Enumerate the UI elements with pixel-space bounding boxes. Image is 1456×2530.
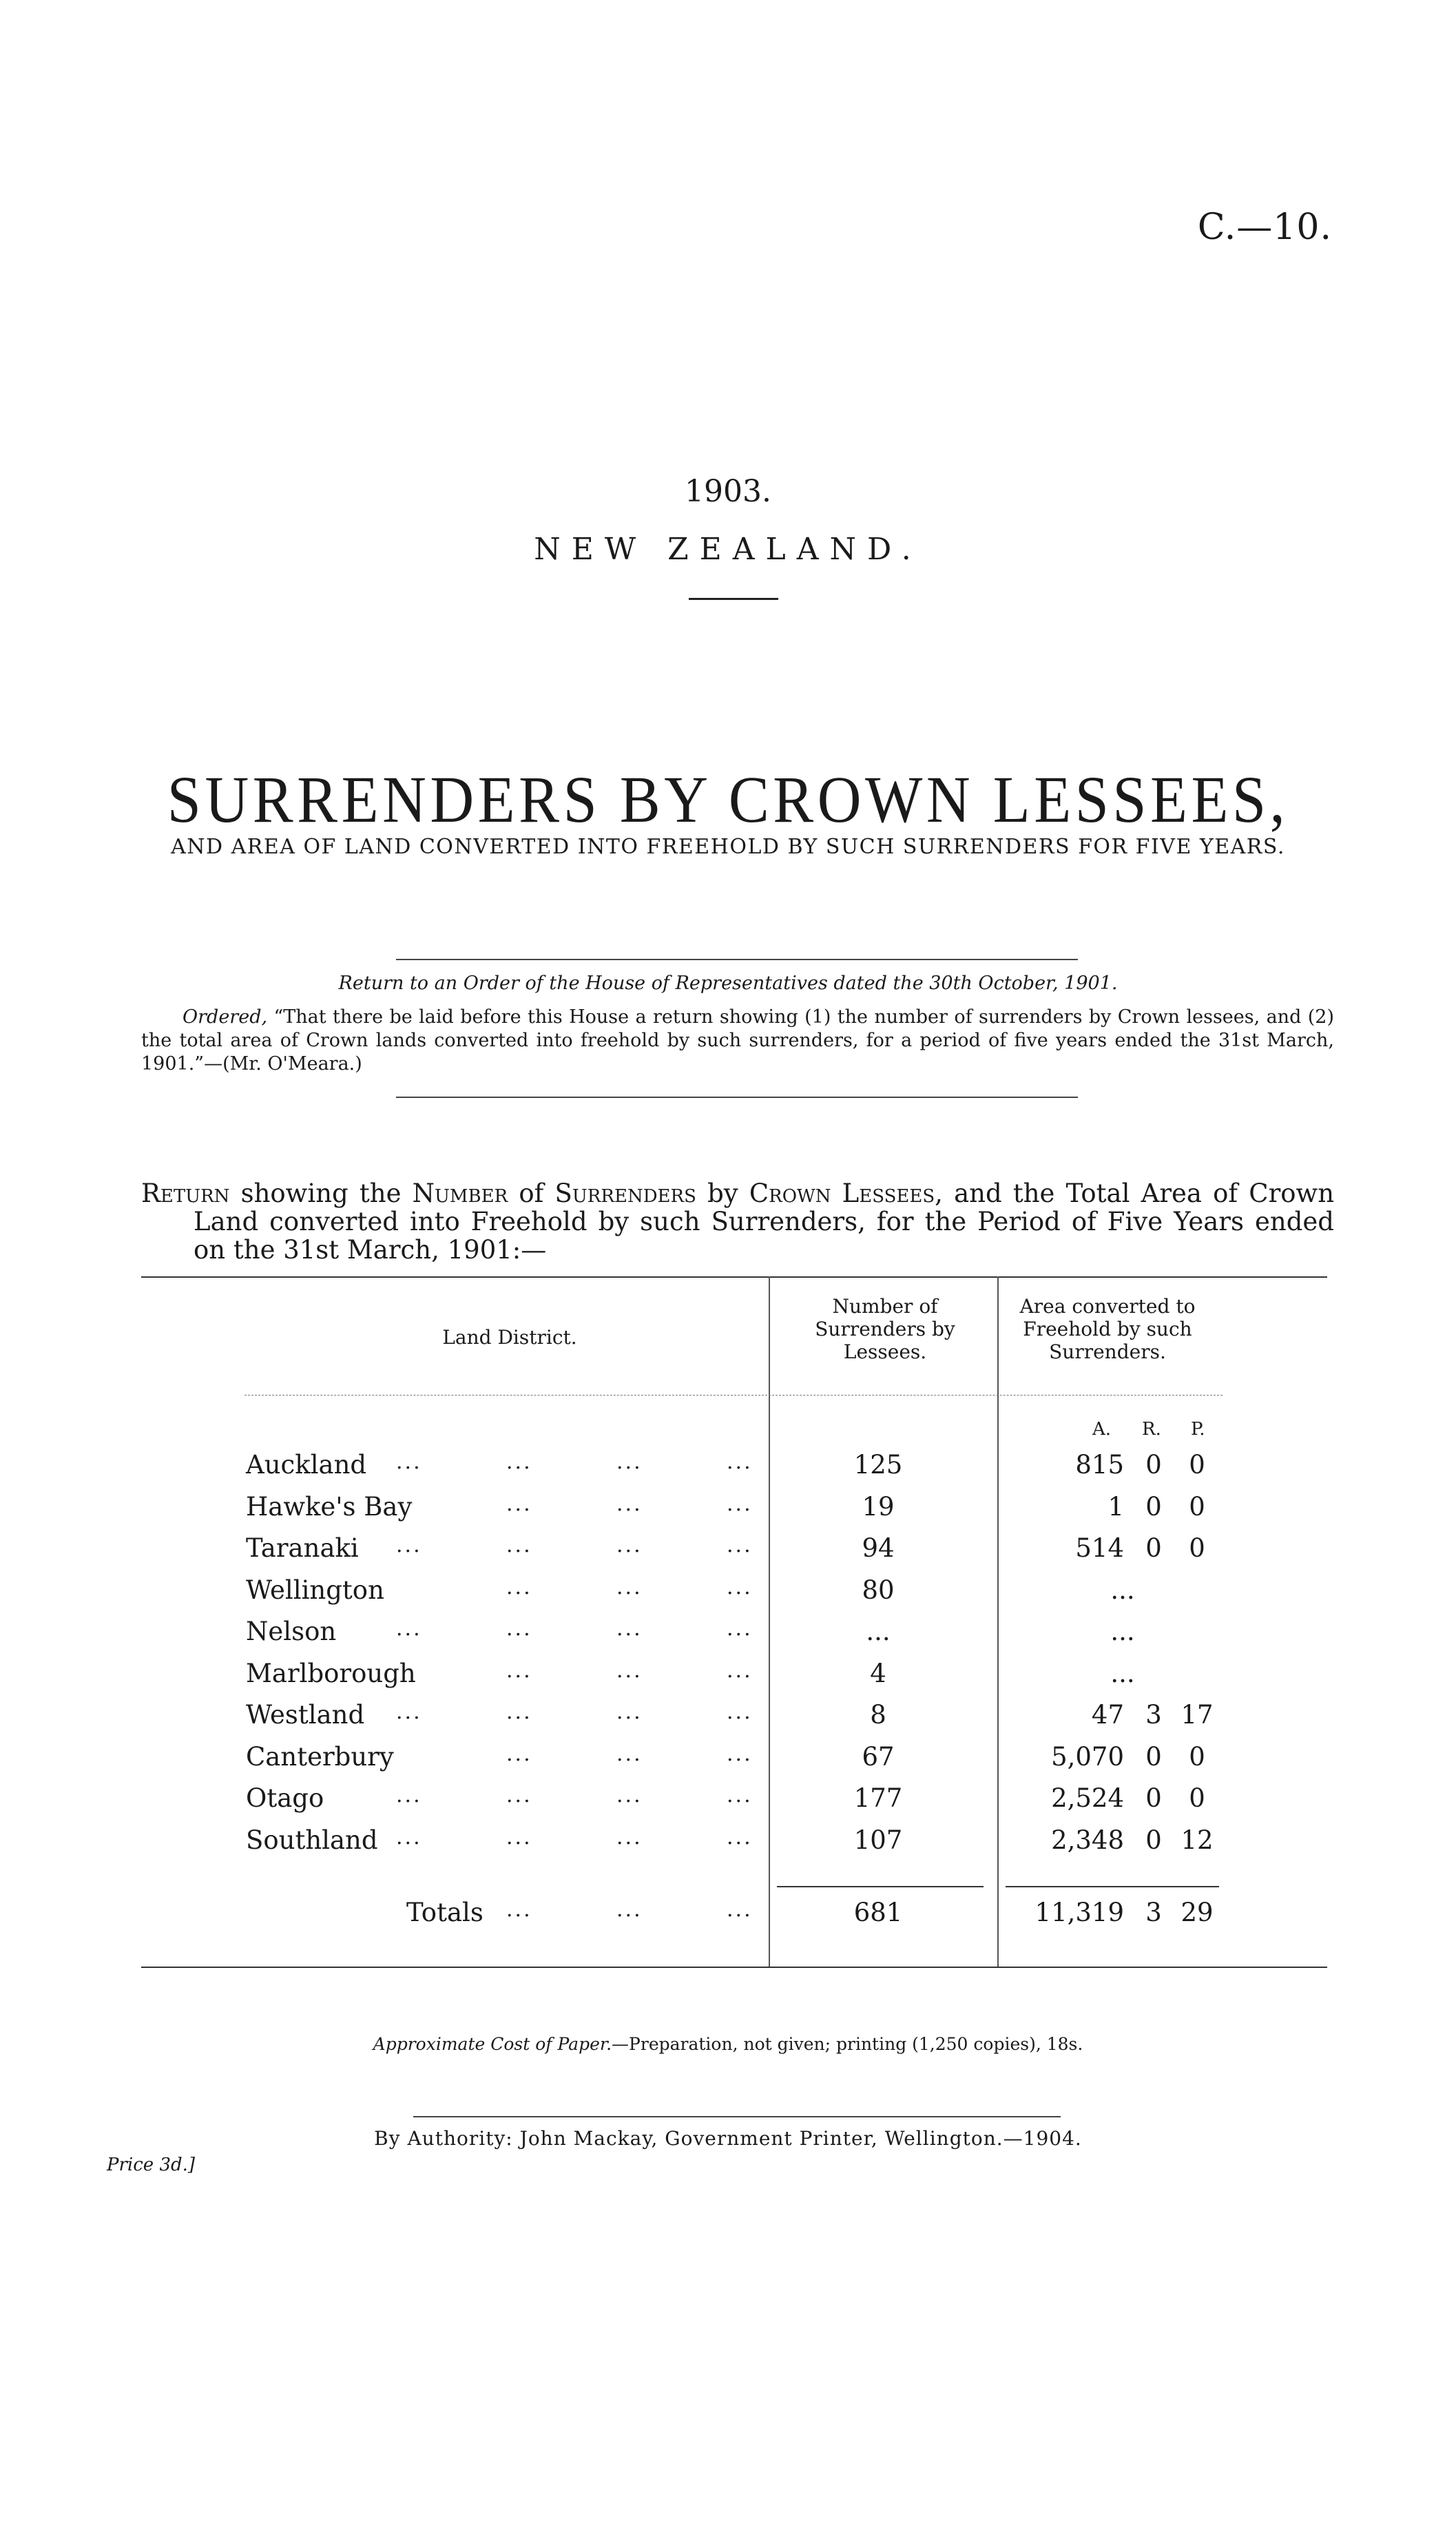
unit-roods: R. — [1142, 1419, 1161, 1440]
page-title: SURRENDERS BY CROWN LESSEES, — [167, 763, 1289, 836]
country: NEW ZEALAND. — [534, 532, 922, 567]
area-roods: 0 — [1145, 1450, 1162, 1480]
leader-dots: ... — [396, 1450, 422, 1474]
table-row — [0, 1825, 1456, 1867]
surrender-count: 94 — [862, 1533, 895, 1563]
surrender-count: 8 — [870, 1700, 886, 1730]
leader-dots: ... — [727, 1783, 753, 1807]
area-perches: 17 — [1181, 1700, 1214, 1730]
totals-acres: 11,319 — [1034, 1898, 1124, 1927]
word-surrenders: Surrenders — [554, 1179, 696, 1208]
leader-dots: ... — [396, 1533, 422, 1557]
table-bottom-rule — [141, 1967, 1327, 1968]
leader-dots: ... — [506, 1450, 532, 1474]
area-acres: 2,348 — [1051, 1825, 1124, 1855]
land-district-name: Westland — [246, 1700, 365, 1730]
area-perches: 0 — [1189, 1450, 1205, 1480]
leader-dots: ... — [506, 1617, 532, 1641]
area-acres: 2,524 — [1051, 1783, 1124, 1813]
leader-dots: ... — [616, 1700, 643, 1724]
leader-dots: ... — [727, 1617, 753, 1641]
surrender-count: 125 — [853, 1450, 903, 1480]
land-district-name: Auckland — [246, 1450, 367, 1480]
divider — [413, 2116, 1061, 2117]
leader-dots: ... — [616, 1575, 643, 1599]
area-perches: 0 — [1189, 1491, 1205, 1522]
area-blank: ... — [1110, 1658, 1135, 1688]
totals-roods: 3 — [1145, 1898, 1162, 1927]
area-acres: 1 — [1107, 1491, 1124, 1522]
area-roods: 0 — [1145, 1533, 1162, 1563]
land-district-name: Southland — [246, 1825, 378, 1855]
divider — [396, 959, 1078, 960]
leader-dots: ... — [506, 1825, 532, 1849]
surrender-count: ... — [866, 1617, 891, 1646]
leader-dots: ... — [616, 1825, 643, 1849]
word-return: Return — [141, 1179, 230, 1208]
leader-dots: ... — [616, 1533, 643, 1557]
totals-rule — [777, 1886, 984, 1887]
area-roods: 3 — [1145, 1700, 1162, 1730]
leader-dots: ... — [727, 1450, 753, 1474]
column-header-number: Number of Surrenders by Lessees. — [815, 1295, 955, 1363]
leader-dots: ... — [727, 1491, 753, 1516]
cost-label: Approximate Cost of Paper. — [373, 2034, 612, 2054]
leader-dots: ... — [616, 1491, 643, 1516]
price: Price 3d.] — [107, 2155, 196, 2175]
ordered-paragraph — [141, 1006, 1334, 1076]
leader-dots: ... — [727, 1898, 753, 1922]
table-row — [0, 1492, 1456, 1533]
leader-dots: ... — [396, 1700, 422, 1724]
totals-label: Totals — [406, 1898, 483, 1927]
area-perches: 12 — [1181, 1825, 1214, 1855]
area-perches: 0 — [1189, 1783, 1205, 1813]
land-district-name: Taranaki — [246, 1533, 359, 1563]
cost-note — [0, 2034, 1456, 2054]
return-heading — [141, 1179, 1334, 1264]
header-rule — [245, 1395, 1223, 1396]
area-roods: 0 — [1145, 1825, 1162, 1855]
area-perches: 0 — [1189, 1533, 1205, 1563]
word-number: Number — [412, 1179, 508, 1208]
leader-dots: ... — [616, 1450, 643, 1474]
return-order-line: Return to an Order of the House of Representatives dated the 30th October, 1901. — [338, 973, 1118, 994]
leader-dots: ... — [616, 1741, 643, 1766]
area-roods: 0 — [1145, 1491, 1162, 1522]
table-row — [0, 1659, 1456, 1700]
land-district-name: Hawke's Bay — [246, 1491, 413, 1522]
page-subtitle: AND AREA OF LAND CONVERTED INTO FREEHOLD BY SUCH SURRENDERS FOR FIVE YEARS. — [171, 835, 1285, 859]
area-blank: ... — [1110, 1575, 1135, 1605]
heading-text: of — [519, 1179, 544, 1208]
area-acres: 47 — [1091, 1700, 1124, 1730]
surrender-count: 67 — [862, 1741, 895, 1772]
heading-text: and the Total Area of Crown Land converted into Freehold by such Surrenders, for the Period of Five Years ended on the 31st March, 1901:— — [194, 1179, 1335, 1265]
ordered-text: “That there be laid before this House a return showing (1) the number of surrenders by Crown lessees, and (2) the total area of Crown lands converted into freehold by such surrenders, for a period of five years ended the 31st March, 1901.”—(Mr. O'Meara.) — [141, 1006, 1334, 1075]
leader-dots: ... — [616, 1658, 643, 1683]
area-blank: ... — [1110, 1617, 1135, 1646]
leader-dots: ... — [396, 1617, 422, 1641]
table-row — [0, 1533, 1456, 1575]
area-roods: 0 — [1145, 1783, 1162, 1813]
heading-text: showing the — [240, 1179, 402, 1208]
area-perches: 0 — [1189, 1741, 1205, 1772]
word-crown-lessees: Crown Lessees, — [749, 1179, 943, 1208]
surrender-count: 4 — [870, 1658, 886, 1688]
leader-dots: ... — [506, 1700, 532, 1724]
divider — [689, 598, 778, 600]
table-row — [0, 1742, 1456, 1783]
year: 1903. — [685, 474, 771, 509]
land-district-name: Otago — [246, 1783, 324, 1813]
table-top-rule — [141, 1276, 1327, 1278]
totals-row — [0, 1898, 1456, 1939]
surrender-count: 177 — [853, 1783, 903, 1813]
totals-number: 681 — [853, 1898, 903, 1927]
table-row — [0, 1700, 1456, 1741]
leader-dots: ... — [506, 1575, 532, 1599]
surrender-count: 19 — [862, 1491, 895, 1522]
land-district-name: Nelson — [246, 1617, 337, 1646]
unit-perches: P. — [1191, 1419, 1205, 1440]
leader-dots: ... — [506, 1491, 532, 1516]
leader-dots: ... — [616, 1898, 643, 1922]
column-header-area: Area converted to Freehold by such Surrenders. — [1019, 1295, 1196, 1363]
leader-dots: ... — [396, 1825, 422, 1849]
printer-line: By Authority: John Mackay, Government Printer, Wellington.—1904. — [374, 2127, 1082, 2150]
totals-rule — [1006, 1886, 1219, 1887]
divider — [396, 1097, 1078, 1098]
table-row — [0, 1617, 1456, 1658]
table-row — [0, 1783, 1456, 1825]
area-acres: 815 — [1075, 1450, 1124, 1480]
leader-dots: ... — [506, 1898, 532, 1922]
ordered-label: Ordered, — [183, 1006, 268, 1028]
area-acres: 514 — [1075, 1533, 1124, 1563]
surrender-count: 80 — [862, 1575, 895, 1605]
column-header-land-district: Land District. — [442, 1326, 577, 1349]
leader-dots: ... — [506, 1533, 532, 1557]
leader-dots: ... — [727, 1658, 753, 1683]
leader-dots: ... — [506, 1741, 532, 1766]
leader-dots: ... — [727, 1741, 753, 1766]
leader-dots: ... — [506, 1783, 532, 1807]
table-row — [0, 1450, 1456, 1491]
heading-text: by — [707, 1179, 738, 1208]
totals-perches: 29 — [1181, 1898, 1214, 1927]
document-number: C.—10. — [1197, 207, 1332, 248]
surrender-count: 107 — [853, 1825, 903, 1855]
cost-text: —Preparation, not given; printing (1,250 copies), 18s. — [612, 2034, 1083, 2054]
area-acres: 5,070 — [1051, 1741, 1124, 1772]
land-district-name: Canterbury — [246, 1741, 394, 1772]
leader-dots: ... — [727, 1700, 753, 1724]
leader-dots: ... — [506, 1658, 532, 1683]
leader-dots: ... — [727, 1575, 753, 1599]
leader-dots: ... — [616, 1617, 643, 1641]
area-roods: 0 — [1145, 1741, 1162, 1772]
unit-acres: A. — [1092, 1419, 1112, 1440]
leader-dots: ... — [396, 1783, 422, 1807]
leader-dots: ... — [727, 1533, 753, 1557]
land-district-name: Wellington — [246, 1575, 384, 1605]
leader-dots: ... — [727, 1825, 753, 1849]
leader-dots: ... — [616, 1783, 643, 1807]
table-row — [0, 1575, 1456, 1617]
land-district-name: Marlborough — [246, 1658, 416, 1688]
